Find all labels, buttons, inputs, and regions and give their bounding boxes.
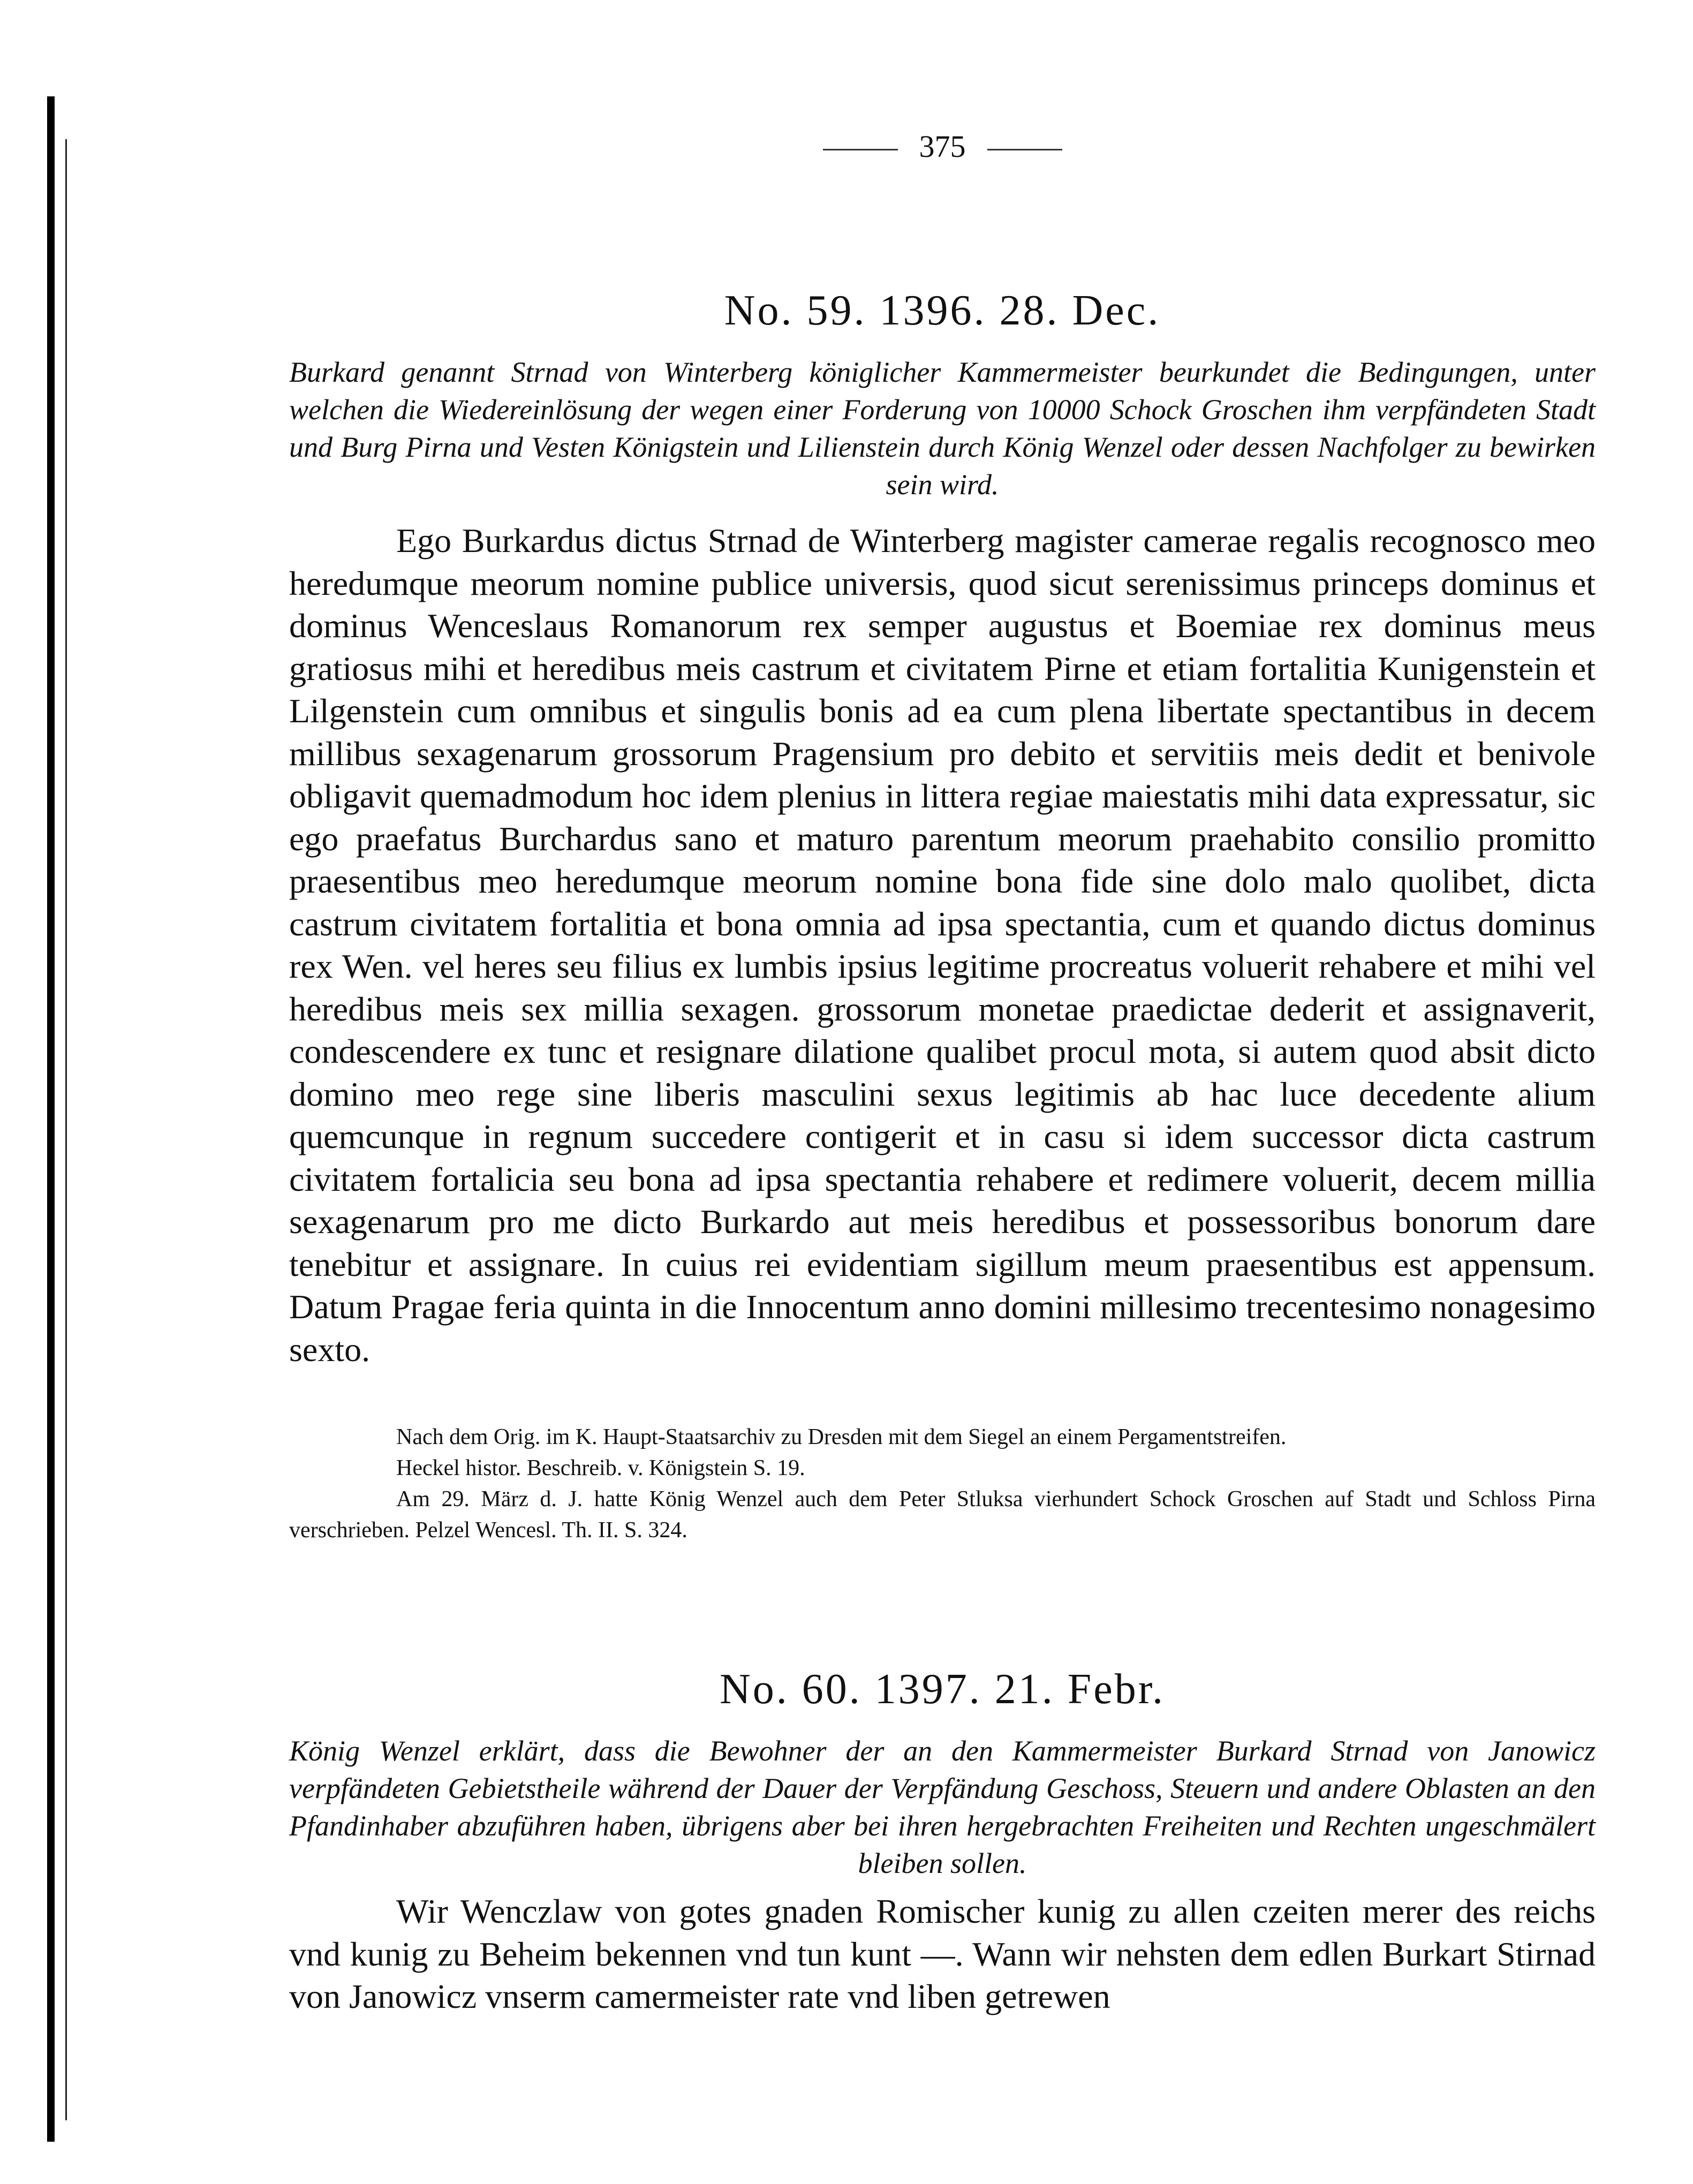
- page-header: [289, 129, 1596, 164]
- doc59-note-3: Am 29. März d. J. hatte König Wenzel auch dem Peter Stluksa vierhundert Schock Groschen auf Stadt und Schloss Pirna verschrieben. Pelzel Wencesl. Th. II. S. 324.: [289, 1487, 1596, 1543]
- doc59-notes: [289, 1422, 1596, 1546]
- doc60-text: Wir Wenczlaw von gotes gnaden Romischer kunig zu allen czeiten merer des reichs vnd kunig zu Beheim bekennen vnd tun kunt —. Wann wir nehsten dem edlen Burkart Stirnad von Janowicz vnserm camermeister rate vnd liben getrewen: [289, 1892, 1596, 2015]
- doc59-text: Ego Burkardus dictus Strnad de Winterberg magister camerae regalis recognosco meo heredumque meorum nomine publice universis, quod sicut serenissimus princeps dominus et dominus Wenceslaus Romanorum rex semper augustus et Boemiae rex dominus meus gratiosus mihi et heredibus meis castrum et civitatem Pirne et etiam fortalitia Kunigenstein et Lilgenstein cum omnibus et singulis bonis ad ea cum plena libertate spectantibus in decem millibus sexagenarum grossorum Pragensium pro debito et servitiis meis dedit et benivole obligavit quemadmodum hoc idem plenius in littera regiae maiestatis mihi data expressatur, sic ego praefatus Burchardus sano et maturo parentum meorum praehabito consilio promitto praesentibus meo heredumque meorum nomine bona fide sine dolo malo quolibet, dicta castrum civitatem fortalitia et bona omnia ad ipsa spectantia, cum et quando dictus dominus rex Wen. vel heres seu filius ex lumbis ipsius legitime procreatus voluerit rehabere et mihi vel heredibus meis sex millia sexagen. grossorum monetae praedictae dederit et assignaverit, condescendere ex tunc et resignare dilatione qualibet procul mota, si autem quod absit dicto domino meo rege sine liberis masculini sexus legitimis ab hac luce decedente alium quemcunque in regnum succedere contigerit et in casu si idem successor dicta castrum civitatem fortalicia seu bona ad ipsa spectantia rehabere et redimere voluerit, decem millia sexagenarum pro me dicto Burkardo aut meis heredibus et possessoribus bonorum dare tenebitur et assignare. In cuius rei evidentiam sigillum meum praesentibus est appensum. Datum Pragae feria quinta in die Innocentum anno domini millesimo trecentesimo nonagesimo sexto.: [289, 522, 1596, 1369]
- doc60-summary: König Wenzel erklärt, dass die Bewohner der an den Kammermeister Burkard Strnad von Janowicz verpfändeten Gebietstheile während der Dauer der Verpfändung Geschoss, Steuern und andere Oblasten an den Pfandinhaber abzuführen haben, übrigens aber bei ihren hergebrachten Freiheiten und Rechten ungeschmälert bleiben sollen.: [289, 1735, 1596, 1879]
- binding-edge: [47, 96, 55, 2142]
- header-rule-right: [987, 149, 1062, 150]
- doc59-note-2: Heckel histor. Beschreib. v. Königstein S. 19.: [396, 1456, 805, 1480]
- doc59-heading: No. 59. 1396. 28. Dec.: [724, 287, 1161, 334]
- document-page: [289, 0, 1596, 2184]
- binding-line: [65, 139, 67, 2120]
- doc59-summary: Burkard genannt Strnad von Winterberg königlicher Kammermeister beurkundet die Bedingungen, unter welchen die Wiedereinlösung der wegen einer Forderung von 10000 Schock Groschen ihm verpfändeten Stadt und Burg Pirna und Vesten Königstein und Lilienstein durch König Wenzel oder dessen Nachfolger zu bewirken sein wird.: [289, 356, 1596, 501]
- doc60-heading: No. 60. 1397. 21. Febr.: [720, 1666, 1165, 1713]
- page-number: 375: [919, 129, 966, 164]
- header-rule-left: [823, 149, 898, 150]
- doc59-note-1: Nach dem Orig. im K. Haupt-Staatsarchiv zu Dresden mit dem Siegel an einem Pergamentstreifen.: [396, 1425, 1287, 1449]
